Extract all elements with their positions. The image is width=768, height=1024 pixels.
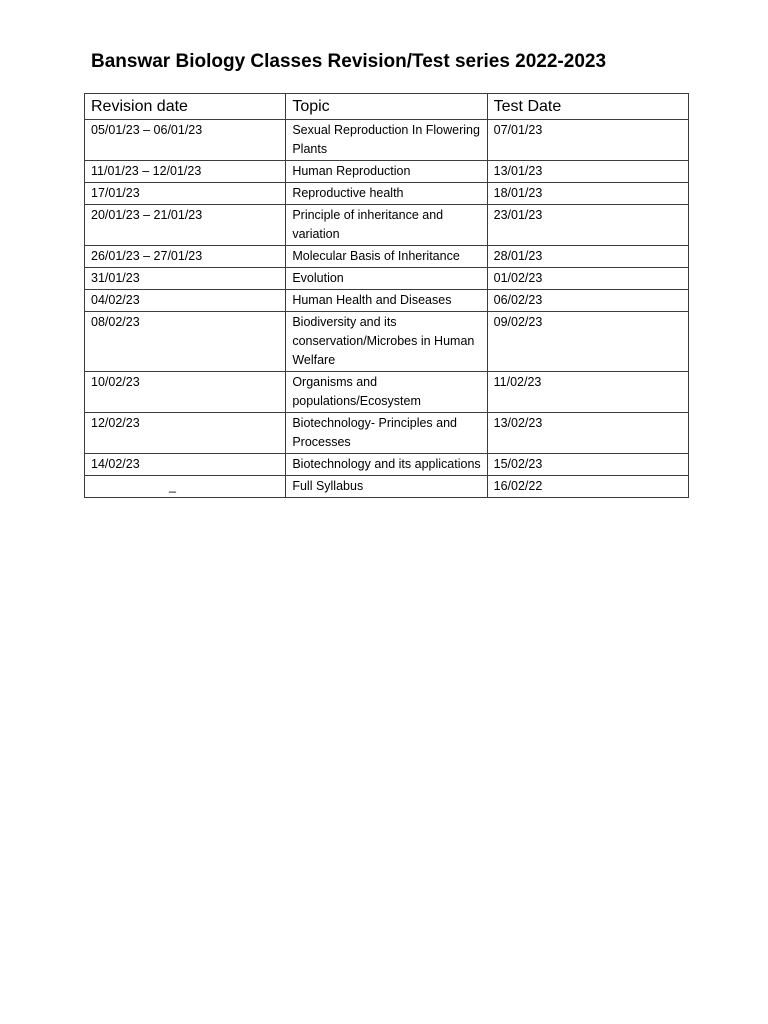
page-title: Banswar Biology Classes Revision/Test series 2022-2023	[91, 51, 607, 72]
topic-cell: Reproductive health	[286, 183, 487, 205]
table-row	[85, 205, 689, 246]
topic-cell: Principle of inheritance and variation	[286, 205, 487, 246]
topic-cell: Evolution	[286, 268, 487, 290]
table-row	[85, 454, 689, 476]
topic-cell: Biodiversity and its conservation/Microbes in Human Welfare	[286, 312, 487, 372]
column-header-revision-date: Revision date	[85, 94, 286, 120]
test-date-cell: 13/02/23	[487, 413, 688, 454]
table-row	[85, 312, 689, 372]
revision-date-cell: _	[85, 476, 286, 498]
test-date-cell: 15/02/23	[487, 454, 688, 476]
column-header-topic: Topic	[286, 94, 487, 120]
topic-cell: Organisms and populations/Ecosystem	[286, 372, 487, 413]
topic-cell: Biotechnology- Principles and Processes	[286, 413, 487, 454]
test-date-cell: 28/01/23	[487, 246, 688, 268]
table-row	[85, 372, 689, 413]
revision-date-cell: 17/01/23	[85, 183, 286, 205]
revision-date-cell: 26/01/23 – 27/01/23	[85, 246, 286, 268]
table-row	[85, 120, 689, 161]
revision-date-cell: 05/01/23 – 06/01/23	[85, 120, 286, 161]
schedule-table	[84, 93, 689, 498]
test-date-cell: 06/02/23	[487, 290, 688, 312]
topic-cell: Human Health and Diseases	[286, 290, 487, 312]
topic-cell: Sexual Reproduction In Flowering Plants	[286, 120, 487, 161]
revision-date-cell: 10/02/23	[85, 372, 286, 413]
table-row	[85, 161, 689, 183]
table-row	[85, 268, 689, 290]
table-row	[85, 413, 689, 454]
test-date-cell: 13/01/23	[487, 161, 688, 183]
revision-date-cell: 04/02/23	[85, 290, 286, 312]
revision-date-cell: 11/01/23 – 12/01/23	[85, 161, 286, 183]
table-row	[85, 290, 689, 312]
test-date-cell: 09/02/23	[487, 312, 688, 372]
topic-cell: Molecular Basis of Inheritance	[286, 246, 487, 268]
table-row	[85, 476, 689, 498]
revision-date-cell: 08/02/23	[85, 312, 286, 372]
table-header-row	[85, 94, 689, 120]
column-header-test-date: Test Date	[487, 94, 688, 120]
revision-date-cell: 12/02/23	[85, 413, 286, 454]
revision-date-cell: 14/02/23	[85, 454, 286, 476]
topic-cell: Human Reproduction	[286, 161, 487, 183]
test-date-cell: 11/02/23	[487, 372, 688, 413]
test-date-cell: 16/02/22	[487, 476, 688, 498]
topic-cell: Full Syllabus	[286, 476, 487, 498]
revision-date-cell: 31/01/23	[85, 268, 286, 290]
test-date-cell: 07/01/23	[487, 120, 688, 161]
table-row	[85, 246, 689, 268]
topic-cell: Biotechnology and its applications	[286, 454, 487, 476]
test-date-cell: 18/01/23	[487, 183, 688, 205]
revision-date-cell: 20/01/23 – 21/01/23	[85, 205, 286, 246]
test-date-cell: 01/02/23	[487, 268, 688, 290]
table-row	[85, 183, 689, 205]
test-date-cell: 23/01/23	[487, 205, 688, 246]
